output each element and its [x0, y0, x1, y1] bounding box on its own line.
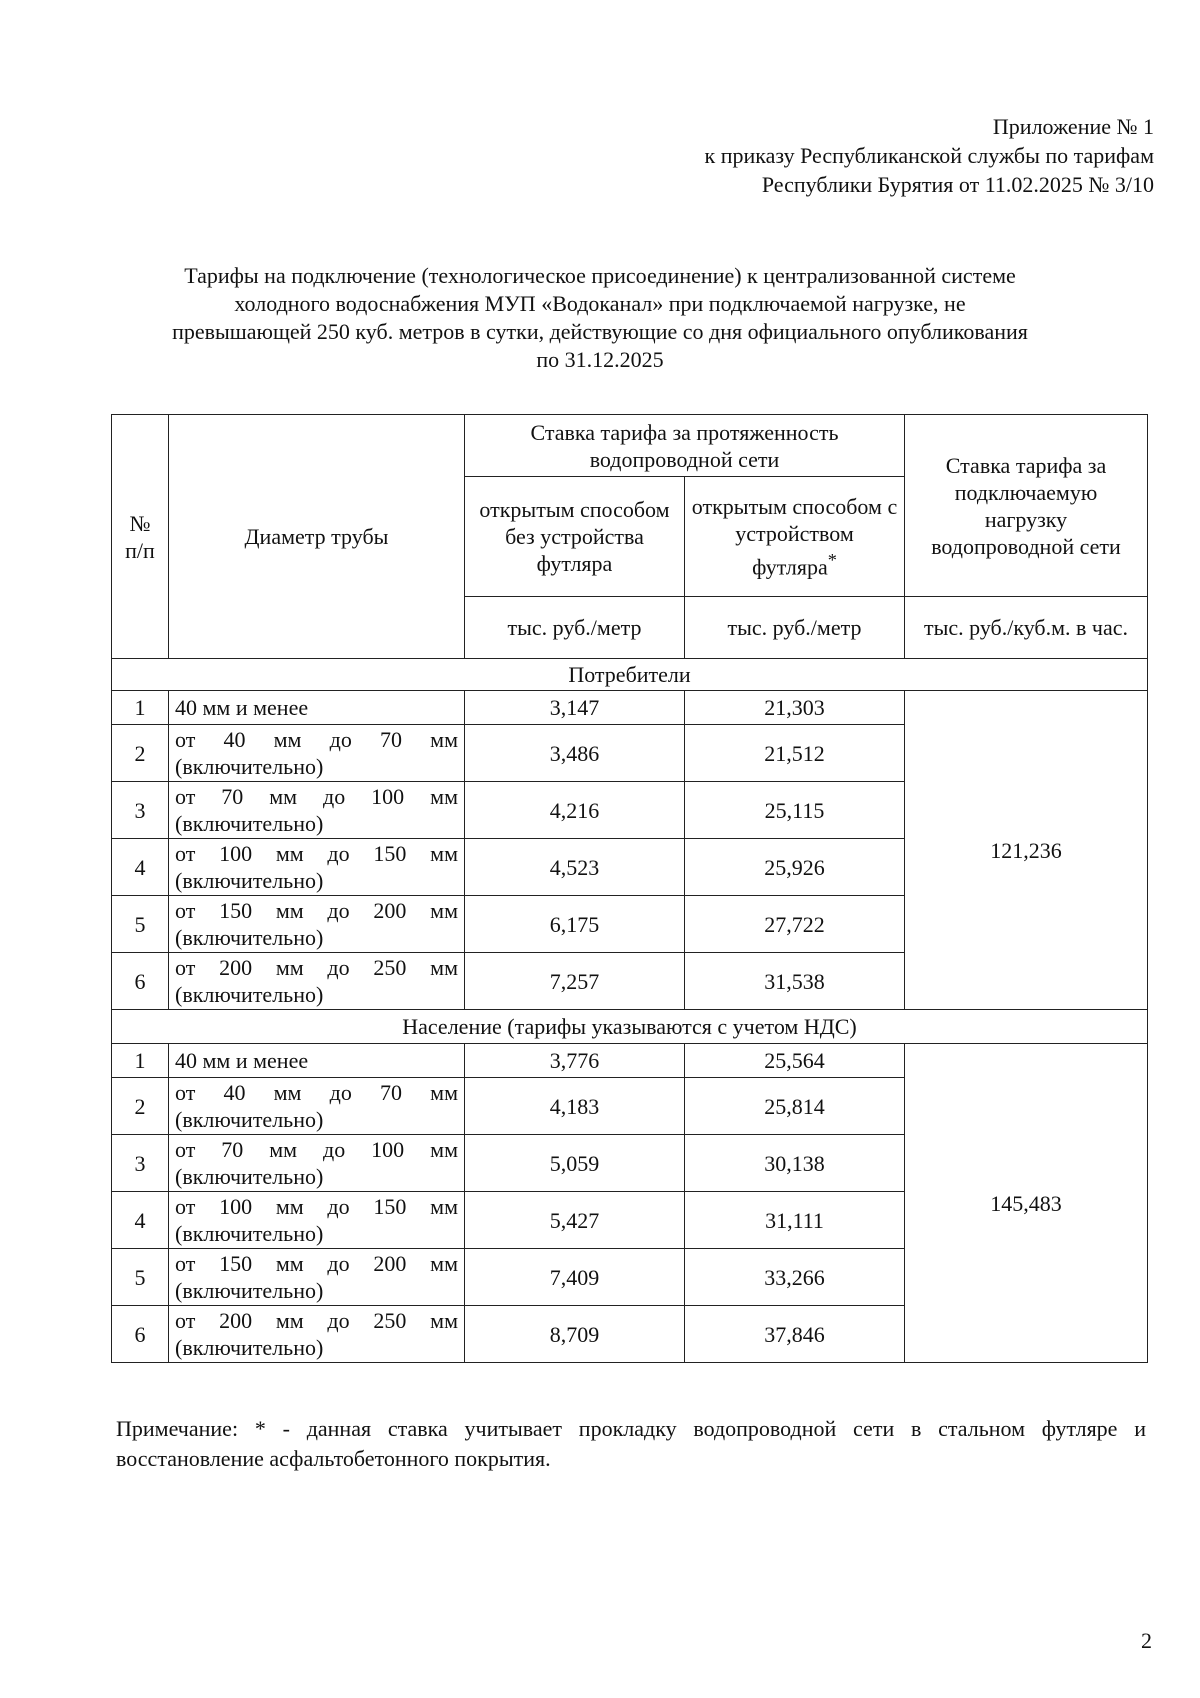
table-row — [112, 691, 1148, 725]
row-number: 3 — [112, 782, 169, 839]
diameter-range: от 200 мм до 250 мм — [175, 1308, 458, 1333]
pipe-diameter — [169, 691, 465, 725]
diameter-inclusive: (включительно) — [175, 811, 324, 836]
diameter-inclusive: (включительно) — [175, 1335, 324, 1360]
row-number: 4 — [112, 1192, 169, 1249]
diameter-range: от 40 мм до 70 мм — [175, 727, 458, 752]
pipe-diameter — [169, 782, 465, 839]
row-number: 1 — [112, 691, 169, 725]
diameter-inclusive: (включительно) — [175, 982, 324, 1007]
pipe-diameter — [169, 953, 465, 1010]
appendix-reference — [705, 112, 1154, 199]
row-number: 6 — [112, 1306, 169, 1363]
rate-with-case: 27,722 — [685, 896, 905, 953]
pipe-diameter — [169, 1306, 465, 1363]
rate-with-case: 37,846 — [685, 1306, 905, 1363]
diameter-inclusive: (включительно) — [175, 1278, 324, 1303]
row-number: 3 — [112, 1135, 169, 1192]
section-population: Население (тарифы указываются с учетом НДС) — [112, 1010, 1148, 1044]
pipe-diameter — [169, 1192, 465, 1249]
footnote-mark: * — [827, 549, 837, 570]
diameter-range: от 200 мм до 250 мм — [175, 955, 458, 980]
rate-no-case: 5,059 — [465, 1135, 685, 1192]
section-consumers: Потребители — [112, 659, 1148, 691]
diameter-range: от 100 мм до 150 мм — [175, 1194, 458, 1219]
rate-with-case: 31,111 — [685, 1192, 905, 1249]
diameter-range: 40 мм и менее — [175, 1048, 309, 1073]
page-number: 2 — [1141, 1628, 1152, 1653]
rate-with-case: 25,564 — [685, 1044, 905, 1078]
header-length-rate: Ставка тарифа за протяженность водопроводной сети — [465, 415, 905, 477]
rate-with-case: 33,266 — [685, 1249, 905, 1306]
rate-no-case: 4,183 — [465, 1078, 685, 1135]
rate-with-case: 21,512 — [685, 725, 905, 782]
unit-no-case: тыс. руб./метр — [465, 597, 685, 659]
rate-no-case: 7,409 — [465, 1249, 685, 1306]
table-row — [112, 1044, 1148, 1078]
rate-with-case: 25,814 — [685, 1078, 905, 1135]
diameter-inclusive: (включительно) — [175, 1107, 324, 1132]
pipe-diameter — [169, 725, 465, 782]
pipe-diameter — [169, 896, 465, 953]
title-line-4: по 31.12.2025 — [536, 347, 664, 372]
tariff-table — [111, 414, 1148, 1363]
rate-no-case: 3,486 — [465, 725, 685, 782]
pipe-diameter — [169, 1078, 465, 1135]
rate-with-case: 31,538 — [685, 953, 905, 1010]
row-number: 5 — [112, 896, 169, 953]
diameter-inclusive: (включительно) — [175, 925, 324, 950]
diameter-inclusive: (включительно) — [175, 1164, 324, 1189]
consumers-rows — [112, 691, 1148, 1010]
rate-no-case: 3,776 — [465, 1044, 685, 1078]
row-number: 5 — [112, 1249, 169, 1306]
row-number: 2 — [112, 1078, 169, 1135]
pipe-diameter — [169, 1044, 465, 1078]
rate-no-case: 4,523 — [465, 839, 685, 896]
diameter-range: от 40 мм до 70 мм — [175, 1080, 458, 1105]
title-line-1: Тарифы на подключение (технологическое присоединение) к централизованной системе — [184, 263, 1016, 288]
rate-no-case: 4,216 — [465, 782, 685, 839]
header-number: № п/п — [112, 415, 169, 659]
diameter-range: от 70 мм до 100 мм — [175, 784, 458, 809]
title-line-2: холодного водоснабжения МУП «Водоканал» при подключаемой нагрузке, не — [234, 291, 966, 316]
diameter-range: от 150 мм до 200 мм — [175, 898, 458, 923]
diameter-inclusive: (включительно) — [175, 1221, 324, 1246]
diameter-range: 40 мм и менее — [175, 695, 309, 720]
diameter-inclusive: (включительно) — [175, 754, 324, 779]
row-number: 1 — [112, 1044, 169, 1078]
header-open-no-case: открытым способом без устройства футляра — [465, 477, 685, 597]
rate-with-case: 25,926 — [685, 839, 905, 896]
rate-no-case: 6,175 — [465, 896, 685, 953]
load-rate: 145,483 — [905, 1044, 1148, 1363]
pipe-diameter — [169, 1249, 465, 1306]
rate-no-case: 3,147 — [465, 691, 685, 725]
rate-no-case: 8,709 — [465, 1306, 685, 1363]
load-rate: 121,236 — [905, 691, 1148, 1010]
diameter-range: от 150 мм до 200 мм — [175, 1251, 458, 1276]
header-open-with-case — [685, 477, 905, 597]
rate-no-case: 5,427 — [465, 1192, 685, 1249]
unit-load: тыс. руб./куб.м. в час. — [905, 597, 1148, 659]
header-load-rate: Ставка тарифа за подключаемую нагрузку водопроводной сети — [905, 415, 1148, 597]
diameter-range: от 100 мм до 150 мм — [175, 841, 458, 866]
rate-with-case: 21,303 — [685, 691, 905, 725]
unit-with-case: тыс. руб./метр — [685, 597, 905, 659]
document-title — [100, 262, 1100, 374]
appendix-line-3: Республики Бурятия от 11.02.2025 № 3/10 — [761, 172, 1154, 197]
diameter-inclusive: (включительно) — [175, 868, 324, 893]
rate-with-case: 25,115 — [685, 782, 905, 839]
appendix-line-2: к приказу Республиканской службы по тарифам — [704, 143, 1154, 168]
header-diameter: Диаметр трубы — [169, 415, 465, 659]
row-number: 2 — [112, 725, 169, 782]
header-open-with-case-text: открытым способом с устройством футляра — [691, 493, 898, 580]
diameter-range: от 70 мм до 100 мм — [175, 1137, 458, 1162]
pipe-diameter — [169, 1135, 465, 1192]
appendix-line-1: Приложение № 1 — [992, 114, 1154, 139]
population-rows — [112, 1044, 1148, 1363]
title-line-3: превышающей 250 куб. метров в сутки, действующие со дня официального опубликования — [172, 319, 1028, 344]
row-number: 6 — [112, 953, 169, 1010]
rate-with-case: 30,138 — [685, 1135, 905, 1192]
row-number: 4 — [112, 839, 169, 896]
rate-no-case: 7,257 — [465, 953, 685, 1010]
pipe-diameter — [169, 839, 465, 896]
footnote: Примечание: * - данная ставка учитывает прокладку водопроводной сети в стальном футляре и восстановление асфальтобетонного покрытия. — [116, 1416, 1146, 1471]
